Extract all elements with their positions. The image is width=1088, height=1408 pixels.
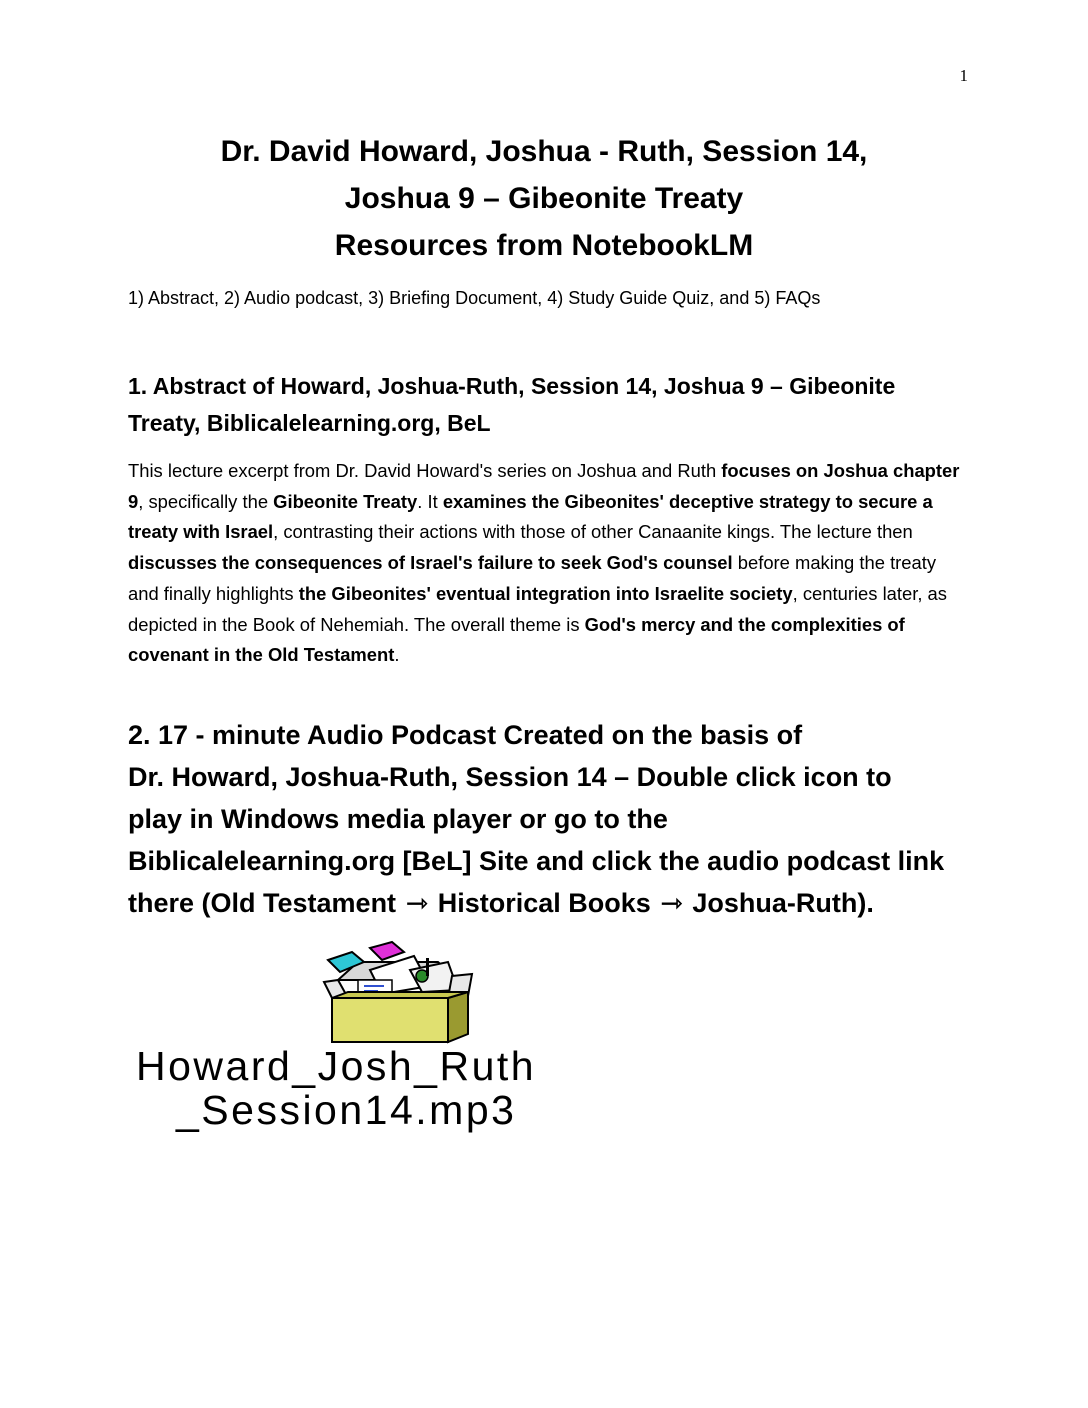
section2-line-5 <box>128 882 978 924</box>
package-icon[interactable] <box>318 940 478 1044</box>
abstract-text: before making the treaty and finally highlights <box>128 552 937 604</box>
section2-text: there (Old Testament <box>128 888 404 918</box>
abstract-text: , centuries later, as depicted in the Book of Nehemiah. The overall theme is <box>128 582 947 635</box>
section2-heading <box>128 714 978 924</box>
abstract-bold-text: the Gibeonites' eventual integration into Israelite society <box>298 582 793 604</box>
section2-line-2: Dr. Howard, Joshua-Ruth, Session 14 – Double click icon to <box>128 762 892 792</box>
section2-text: Historical Books <box>430 888 659 918</box>
abstract-bold-text: discusses the consequences of Israel's failure to seek God's counsel <box>128 552 733 574</box>
title-line-1: Dr. David Howard, Joshua - Ruth, Session 14, <box>220 135 868 168</box>
section1-heading: 1. Abstract of Howard, Joshua-Ruth, Session 14, Joshua 9 – Gibeonite Treaty, Biblicalelearning.org, BeL <box>128 373 896 436</box>
title-line-2: Joshua 9 – Gibeonite Treaty <box>344 182 744 215</box>
section2-text: Joshua-Ruth). <box>684 888 874 918</box>
file-name-line-2: _Session14.mp3 <box>176 1087 517 1133</box>
abstract-bold-text: examines the Gibeonites' deceptive strategy to secure a treaty with Israel <box>128 490 933 543</box>
abstract-text: , specifically the <box>138 490 274 512</box>
page-number: 1 <box>959 66 968 85</box>
title-line-3: Resources from NotebookLM <box>334 229 754 262</box>
section2-line-4: Biblicalelearning.org [BeL] Site and click the audio podcast link <box>128 846 945 876</box>
section2-line-3: play in Windows media player or go to the <box>128 804 668 834</box>
abstract-text: . <box>394 644 400 666</box>
document-title <box>90 128 998 269</box>
abstract-text: , contrasting their actions with those of other Canaanite kings. The lecture then <box>273 521 913 543</box>
abstract-bold-text: God's mercy and the complexities of covenant in the Old Testament <box>128 613 905 666</box>
abstract-paragraph <box>128 456 964 671</box>
abstract-text: This lecture excerpt from Dr. David Howard's series on Joshua and Ruth <box>128 460 722 481</box>
section2-line-1: 2. 17 - minute Audio Podcast Created on the basis of <box>128 720 803 750</box>
contents-list: 1) Abstract, 2) Audio podcast, 3) Briefing Document, 4) Study Guide Quiz, and 5) FAQs <box>128 288 821 308</box>
right-arrow-icon: ⇾ <box>405 888 429 918</box>
audio-file-label[interactable] <box>130 1044 660 1132</box>
file-name-line-1: Howard_Josh_Ruth <box>136 1043 537 1089</box>
right-arrow-icon: ⇾ <box>660 888 683 918</box>
abstract-bold-text: focuses on Joshua chapter 9 <box>128 460 960 512</box>
abstract-bold-text: Gibeonite Treaty <box>273 490 418 512</box>
abstract-text: . It <box>417 490 443 512</box>
